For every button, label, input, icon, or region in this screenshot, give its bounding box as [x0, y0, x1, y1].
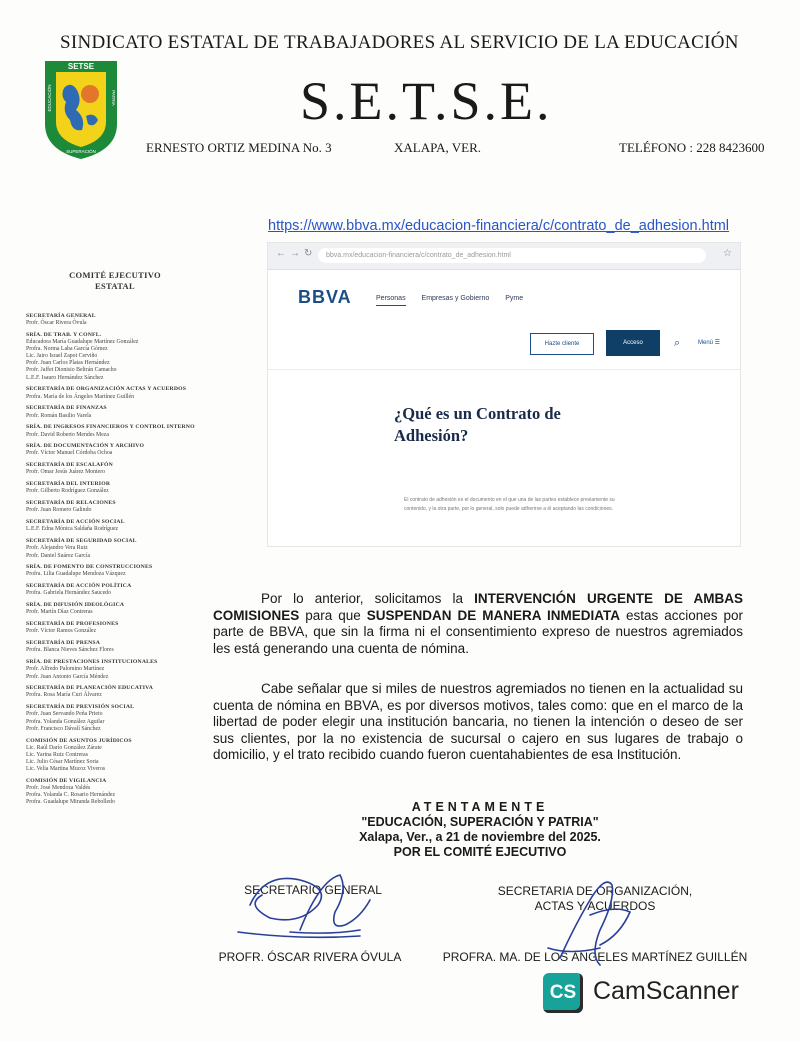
committee-list	[26, 270, 204, 811]
committee-member: Lic. Raúl Darío González Zárate	[26, 744, 102, 751]
committee-member: Profra. Yolanda González Aguilar	[26, 718, 105, 725]
committee-role: SECRETARÍA DE PRENSA	[26, 640, 101, 647]
browser-toolbar	[268, 243, 740, 270]
acceso-button: Acceso	[606, 330, 660, 356]
committee-role: SECRETARÍA DE SEGURIDAD SOCIAL	[26, 538, 137, 545]
committee-section	[26, 685, 204, 699]
bbva-heading: ¿Qué es un Contrato de Adhesión?	[394, 404, 561, 445]
committee-section	[26, 519, 204, 533]
committee-role: SECRETARÍA DE ESCALAFÓN	[26, 462, 113, 469]
committee-member: Profr. Alfredo Palomino Martínez	[26, 666, 105, 673]
committee-member: L.E.F. Edna Mónica Saldaña Rodríguez	[26, 526, 119, 533]
signer2-name: PROFRA. MA. DE LOS ÁNGELES MARTÍNEZ GUILLÉN	[442, 950, 748, 964]
paragraph-reasons: Cabe señalar que si miles de nuestros agremiados no tienen en la actualidad su cuenta de nómina en BBVA, es por diversos motivos, tales como: que en el marco de la libertad de poder elegir una institución bancaria, no tienen la intención o deseo de ser sus clientes, por la no existencia de sucursal o cajero en sus lugares de trabajo o domicilio, y el trato recibido cuando fueron cuentahabientes de esa Institución.	[213, 681, 743, 762]
committee-member: Profr. Gilberto Rodríguez González	[26, 488, 109, 495]
committee-role: SECRETARÍA DE ORGANIZACIÓN ACTAS Y ACUERDOS	[26, 386, 187, 393]
camscanner-watermark	[543, 973, 791, 1015]
committee-member: Profra. Lilia Guadalupe Mendoza Vázquez	[26, 571, 126, 578]
camscanner-text: CamScanner	[593, 977, 739, 1005]
committee-role: SRÍA. DE TRAB. Y CONFL.	[26, 331, 102, 338]
committee-section	[26, 405, 204, 419]
committee-section	[26, 386, 204, 400]
signer2-title: SECRETARIA DE ORGANIZACIÓN, ACTAS Y ACUERDOS	[497, 884, 693, 913]
committee-role: SRÍA. DE INGRESOS FINANCIEROS Y CONTROL INTERNO	[26, 424, 195, 431]
committee-member: Profr. Francisco Dávalí Sánchez	[26, 725, 101, 732]
committee-section	[26, 621, 204, 635]
place-date: Xalapa, Ver., a 21 de noviembre del 2025.	[359, 830, 601, 844]
phone: TELÉFONO : 228 8423600	[619, 140, 765, 155]
committee-section	[26, 424, 204, 438]
hazte-cliente-button: Hazte cliente	[530, 333, 594, 355]
committee-section	[26, 704, 204, 732]
committee-member: Profr. Martín Díaz Contreras	[26, 609, 93, 616]
committee-member: Lic. Yarina Ruiz Contreras	[26, 751, 88, 758]
committee-member: Profra. María de los Ángeles Martínez Guillén	[26, 393, 135, 400]
committee-member: Lic. Velia Martina Mucoz Viveros	[26, 765, 106, 772]
closing-block	[260, 800, 700, 860]
committee-member: Profr. Daniel Suárez García	[26, 552, 91, 559]
committee-section	[26, 602, 204, 616]
camscanner-logo-icon: CS	[543, 973, 583, 1013]
committee-section	[26, 313, 204, 327]
committee-section	[26, 659, 204, 680]
committee-section	[26, 481, 204, 495]
committee-member: Lic. Julio César Martínez Soria	[26, 758, 99, 765]
union-acronym: S.E.T.S.E.	[300, 71, 553, 131]
committee-member: Profr. Juan Antonio García Méndez	[26, 673, 109, 680]
committee-member: Profra. Blanca Nieves Sánchez Flores	[26, 647, 114, 654]
signing-body: POR EL COMITÉ EJECUTIVO	[393, 845, 567, 859]
motto: "EDUCACIÓN, SUPERACIÓN Y PATRIA"	[361, 815, 599, 829]
committee-member: Profra. Gabriela Hernández Saucedo	[26, 590, 111, 597]
bbva-url-link[interactable]: https://www.bbva.mx/educacion-financiera/c/contrato_de_adhesion.html	[268, 218, 730, 234]
committee-section	[26, 443, 204, 457]
committee-section	[26, 564, 204, 578]
committee-member: Profr. Víctor Manuel Córdoba Ochoa	[26, 450, 113, 457]
svg-text:PATRIA: PATRIA	[111, 90, 116, 106]
committee-section	[26, 462, 204, 476]
committee-member: Profr. Víctor Ramos González	[26, 628, 97, 635]
committee-member: Profr. Óscar Rivera Óvula	[26, 320, 87, 327]
committee-member: Profr. Juan Carlos Platas Hernández	[26, 360, 110, 367]
committee-role: SRÍA. DE DOCUMENTACIÓN Y ARCHIVO	[26, 443, 145, 450]
committee-role: SECRETARÍA GENERAL	[26, 313, 96, 319]
committee-title: COMITÉ EJECUTIVO ESTATAL	[69, 270, 161, 291]
search-icon: ⌕	[674, 337, 681, 349]
committee-role: COMISIÓN DE VIGILANCIA	[26, 777, 107, 784]
committee-member: Profr. Juan Romero Galindo	[26, 507, 92, 514]
svg-text:EDUCACIÓN: EDUCACIÓN	[47, 84, 52, 112]
bbva-paragraph: El contrato de adhesión es el documento en el que una de las partes establece previamente su contenido, y la otra parte, por lo general, solo puede adherirse a él aceptando las condiciones.	[404, 497, 615, 512]
svg-text:SETSE: SETSE	[67, 62, 95, 71]
committee-section	[26, 538, 204, 559]
committee-member: Lic. Jairo Israel Zapot Cerviño	[26, 353, 98, 360]
address: ERNESTO ORTIZ MEDINA No. 3	[146, 140, 332, 155]
signer1-title: SECRETARIO GENERAL	[244, 883, 382, 897]
committee-role: SECRETARÍA DE ACCIÓN POLÍTICA	[26, 583, 132, 590]
committee-role: SECRETARÍA DE ACCIÓN SOCIAL	[26, 519, 125, 526]
committee-role: SRÍA. DE PRESTACIONES INSTITUCIONALES	[26, 659, 158, 666]
committee-section	[26, 738, 204, 773]
committee-role: COMISIÓN DE ASUNTOS JURÍDICOS	[26, 737, 132, 744]
bbva-nav	[376, 295, 537, 306]
paragraph-request: Por lo anterior, solicitamos la INTERVENCIÓN URGENTE DE AMBAS COMISIONES para que SUSPENDAN DE MANERA INMEDIATA estas acciones por parte de BBVA, que sin la firma ni el consentimiento expreso de nuestros agremiados les está generando una cuenta de nómina.	[213, 591, 743, 656]
union-name: SINDICATO ESTATAL DE TRABAJADORES AL SERVICIO DE LA EDUCACIÓN	[60, 32, 739, 53]
nav-personas: Personas	[376, 295, 406, 306]
committee-role: SECRETARÍA DE PLANEACIÓN EDUCATIVA	[26, 685, 154, 692]
bookmark-icon: ☆	[723, 248, 732, 259]
committee-member: Profra. Norma Laba García Gómez	[26, 346, 108, 353]
committee-role: SECRETARÍA DEL INTERIOR	[26, 481, 111, 488]
bbva-logo: BBVA	[298, 287, 352, 307]
committee-sections	[26, 313, 204, 806]
committee-role: SECRETARÍA DE RELACIONES	[26, 500, 116, 507]
committee-member: Profra. Rosa María Curi Álvarez	[26, 692, 102, 699]
committee-role: SECRETARÍA DE PREVISIÓN SOCIAL	[26, 704, 135, 711]
committee-member: Profr. Román Basilio Varela	[26, 412, 92, 419]
committee-role: SRÍA. DE FOMENTO DE CONSTRUCCIONES	[26, 564, 153, 571]
committee-member: Profr. David Roberto Mendes Meza	[26, 431, 109, 438]
committee-member: Profr. Alejandro Vera Ruiz	[26, 545, 88, 552]
address-bar: bbva.mx/educacion-financiera/c/contrato_de_adhesion.html	[318, 248, 706, 263]
salutation: ATENTAMENTE	[411, 800, 549, 814]
committee-section	[26, 332, 204, 382]
committee-member: Profra. Guadalupe Miranda Rebolledo	[26, 799, 115, 806]
committee-member: Profr. Omar Jesús Juárez Montero	[26, 469, 106, 476]
committee-section	[26, 500, 204, 514]
committee-member: L.E.F. Isauro Hernández Sánchez	[26, 374, 104, 381]
committee-member: Profr. José Mendoza Valdés	[26, 784, 91, 791]
city: XALAPA, VER.	[394, 140, 482, 155]
committee-section	[26, 640, 204, 654]
committee-role: SECRETARÍA DE PROFESIONES	[26, 621, 119, 628]
committee-role: SRÍA. DE DIFUSIÓN IDEOLÓGICA	[26, 602, 125, 609]
menu-label: Menú ☰	[698, 340, 721, 346]
setse-logo	[42, 58, 120, 162]
committee-section	[26, 583, 204, 597]
nav-pyme: Pyme	[505, 295, 524, 302]
committee-member: Educadora María Guadalupe Martínez González	[26, 339, 139, 346]
committee-member: Profra. Yolanda C. Rosario Hernández	[26, 792, 116, 798]
nav-empresas: Empresas y Gobierno	[421, 295, 490, 302]
forward-icon: →	[290, 248, 304, 259]
signer1-name: PROFR. ÓSCAR RIVERA ÓVULA	[218, 950, 402, 964]
committee-member: Profr. Jaffet Dionisio Beltrán Camacho	[26, 367, 117, 374]
bbva-screenshot	[268, 243, 740, 546]
committee-role: SECRETARÍA DE FINANZAS	[26, 405, 107, 412]
svg-text:SUPERACIÓN: SUPERACIÓN	[66, 149, 96, 154]
committee-section	[26, 778, 204, 806]
divider	[268, 369, 740, 370]
back-icon: ←	[276, 248, 290, 259]
committee-member: Profr. Juan Servando Peña Prieto	[26, 711, 103, 718]
reload-icon: ↻	[304, 248, 317, 259]
